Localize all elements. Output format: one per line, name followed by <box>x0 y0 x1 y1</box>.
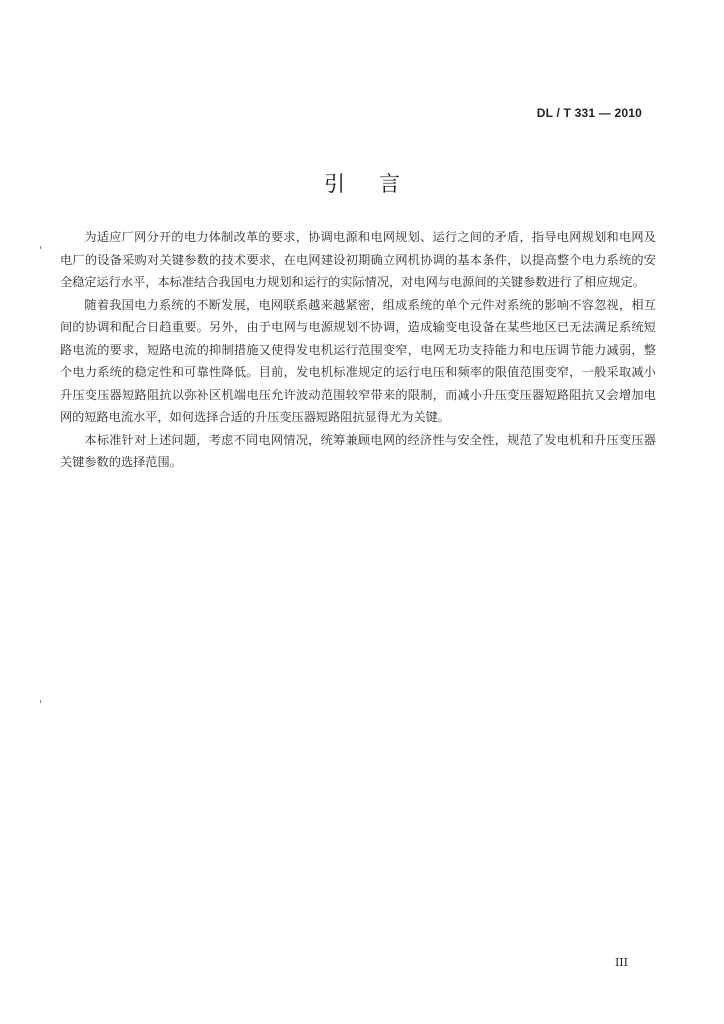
scan-mark <box>40 246 41 249</box>
paragraph: 本标准针对上述问题，考虑不同电网情况，统筹兼顾电网的经济性与安全性，规范了发电机和升压变压器关键参数的选择范围。 <box>60 432 656 469</box>
paragraph: 随着我国电力系统的不断发展，电网联系越来越紧密，组成系统的单个元件对系统的影响不容忽视，相互间的协调和配合日趋重要。另外，由于电网与电源规划不协调，造成输变电设备在某些地区已无法满足系统短路电流的要求，短路电流的抑制措施又使得发电机运行范围变窄，电网无功支持能力和电压调节能力减弱，整个电力系统的稳定性和可靠性降低。目前，发电机标准规定的运行电压和频率的限值范围变窄，一般采取减小升压变压器短路阻抗以弥补区机端电压允许波动范围较窄带来的限制，而减小升压变压器短路阻抗又会增加电网的短路电流水平，如何选择合适的升压变压器短路阻抗显得尤为关键。 <box>60 297 656 424</box>
page-number: III <box>614 956 628 969</box>
body-text <box>60 226 656 474</box>
scan-mark <box>40 700 41 703</box>
section-title: 引言 <box>324 172 434 196</box>
document-code: DL / T 331 — 2010 <box>536 106 642 120</box>
paragraph: 为适应厂网分开的电力体制改革的要求，协调电源和电网规划、运行之间的矛盾，指导电网规划和电网及电厂的设备采购对关键参数的技术要求，在电网建设初期确立网机协调的基本条件，以提高整个电力系统的安全稳定运行水平，本标准结合我国电力规划和运行的实际情况，对电网与电源间的关键参数进行了相应规定。 <box>60 230 656 289</box>
